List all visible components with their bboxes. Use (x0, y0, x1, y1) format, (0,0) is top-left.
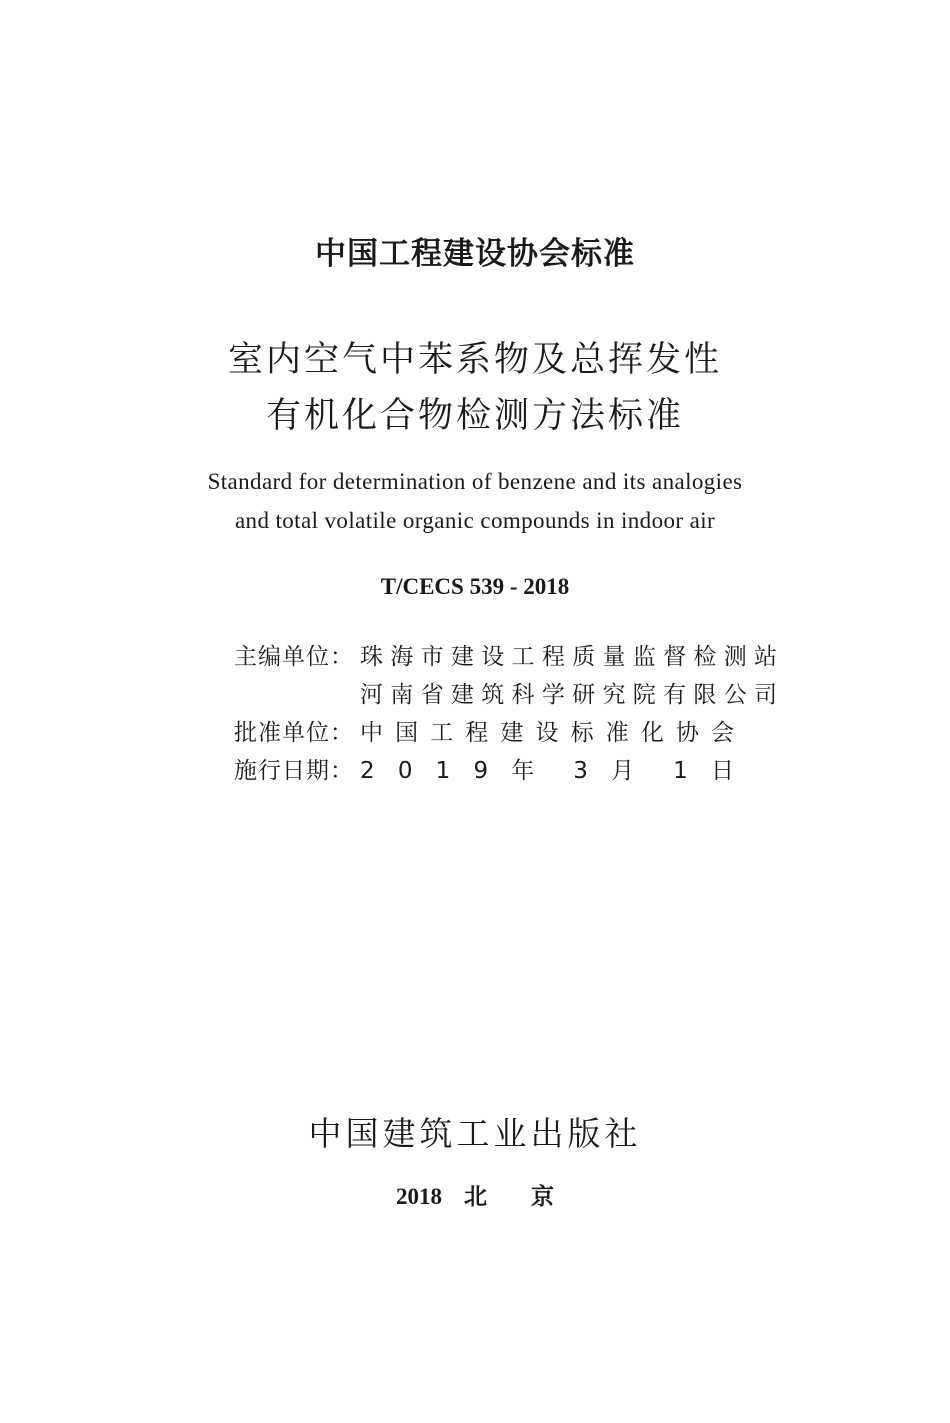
effective-date-label: 施行日期： (234, 758, 354, 784)
info-block (234, 638, 778, 790)
approver-label: 批准单位： (234, 720, 354, 746)
editor-label: 主编单位： (234, 644, 354, 670)
publication-year: 2018 (396, 1184, 442, 1209)
standard-code: T/CECS 539 - 2018 (380, 574, 570, 599)
approver-row (234, 714, 734, 752)
standard-series-heading: 中国工程建设协会标准 (315, 236, 635, 272)
editor-unit-2: 河 南 省 建 筑 科 学 研 究 院 有 限 公 司 (360, 682, 778, 708)
publication-line (0, 1178, 950, 1211)
editor-unit-1: 珠 海 市 建 设 工 程 质 量 监 督 检 测 站 (360, 644, 778, 670)
chinese-title-line-2: 有机化合物检测方法标准 (265, 396, 684, 436)
editor-row-2 (234, 676, 778, 714)
approver-unit: 中 国 工 程 建 设 标 准 化 协 会 (360, 720, 734, 746)
english-title-line-1: Standard for determination of benzene and its analogies (207, 469, 743, 494)
english-title-line-2: and total volatile organic compounds in indoor air (234, 508, 716, 533)
publisher-name: 中国建筑工业出版社 (308, 1114, 642, 1153)
chinese-title-line-1: 室内空气中苯系物及总挥发性 (227, 340, 722, 380)
publication-city: 北京 (464, 1184, 598, 1210)
effective-date-value: 2 0 1 9 年 3 月 1 日 (360, 758, 734, 784)
effective-date-row (234, 752, 734, 790)
editor-row (234, 638, 778, 676)
